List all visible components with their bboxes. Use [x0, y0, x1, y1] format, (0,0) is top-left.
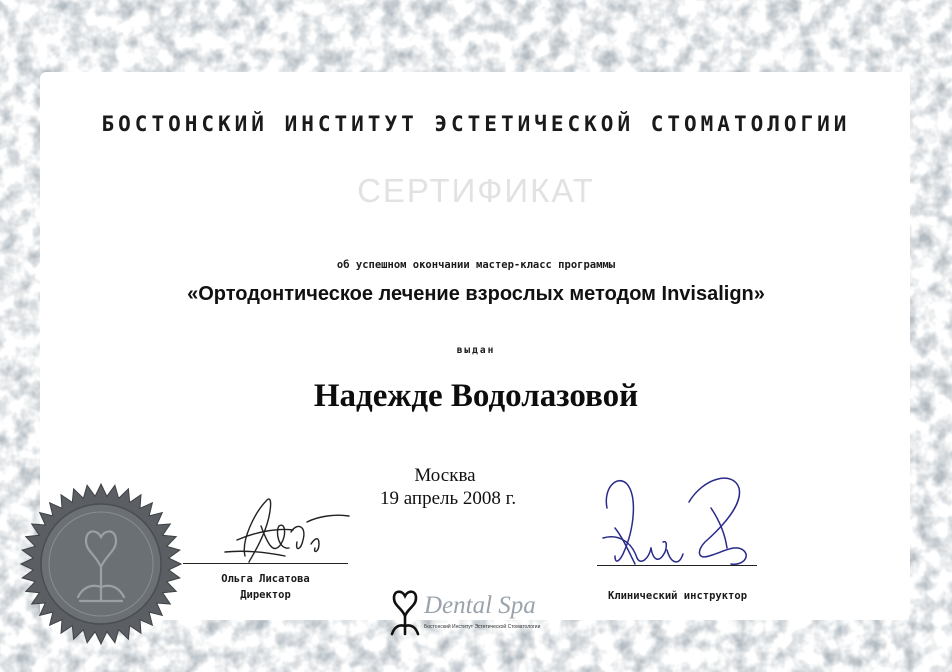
instructor-signature-line — [597, 565, 757, 566]
seal-icon — [20, 483, 182, 645]
certificate-title: СЕРТИФИКАТ — [357, 172, 595, 209]
city: Москва — [414, 465, 476, 486]
instructor-title: Клинический инструктор — [607, 590, 748, 602]
instructor-signature-icon — [593, 468, 773, 578]
institute-name: БОСТОНСКИЙ ИНСТИТУТ ЭСТЕТИЧЕСКОЙ СТОМАТОЛОГИИ — [101, 112, 851, 136]
program-name: «Ортодонтическое лечение взрослых методом Invisalign» — [187, 283, 765, 305]
dental-spa-logo — [388, 588, 553, 638]
tooth-flower-icon — [388, 588, 422, 640]
director-signature-icon — [215, 492, 360, 570]
logo-brand: Dental Spa — [424, 592, 536, 619]
director-title: Директор — [240, 589, 291, 601]
logo-subtitle: Бостонский Институт Эстетической Стоматологии — [424, 624, 541, 630]
completion-line: об успешном окончании мастер-класс программы — [336, 259, 616, 271]
recipient-name: Надежде Водолазовой — [313, 378, 639, 414]
director-name: Ольга Лисатова — [221, 573, 310, 585]
director-signature-line — [183, 563, 348, 564]
issue-date: 19 апрель 2008 г. — [380, 488, 517, 509]
issued-label: выдан — [456, 345, 496, 356]
